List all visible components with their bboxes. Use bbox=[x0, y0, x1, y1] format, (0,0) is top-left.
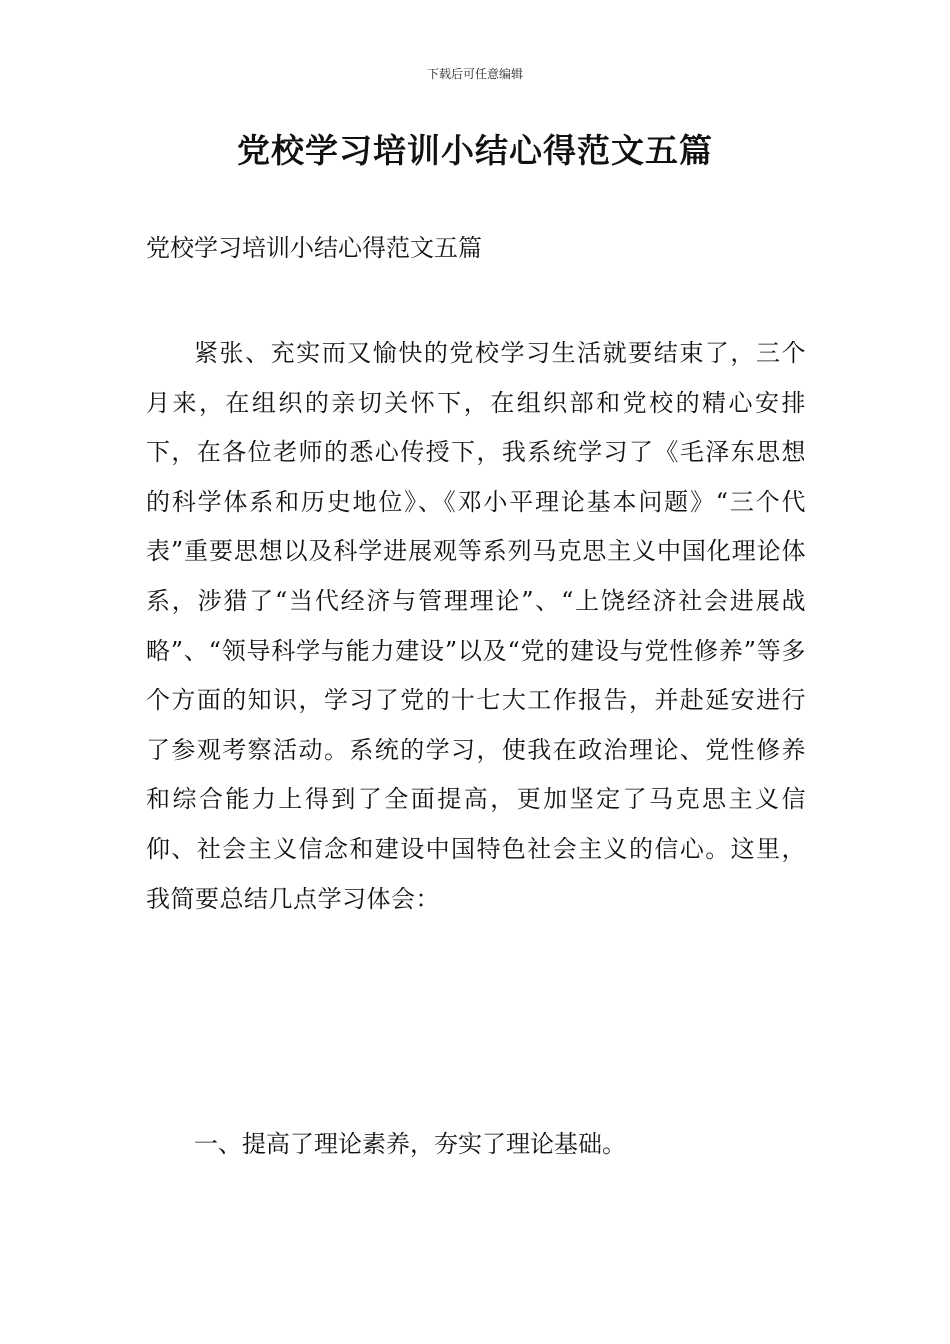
body-paragraph: 紧张、充实而又愉快的党校学习生活就要结束了，三个月来，在组织的亲切关怀下，在组织部和党校的精心安排下，在各位老师的悉心传授下，我系统学习了《毛泽东思想的科学体系和历史地位》、《邓小平理论基本问题》“三个代表”重要思想以及科学进展观等系列马克思主义中国化理论体系，涉猎了“当代经济与管理理论”、“上饶经济社会进展战略”、“领导科学与能力建设”以及“党的建设与党性修养”等多个方面的知识，学习了党的十七大工作报告，并赴延安进行了参观考察活动。系统的学习，使我在政治理论、党性修养和综合能力上得到了全面提高，更加坚定了马克思主义信仰、社会主义信念和建设中国特色社会主义的信心。这里，我简要总结几点学习体会： bbox=[146, 339, 806, 913]
document-title: 党校学习培训小结心得范文五篇 bbox=[237, 131, 713, 170]
document-subtitle: 党校学习培训小结心得范文五篇 bbox=[146, 234, 482, 262]
header-note: 下载后可任意编辑 bbox=[426, 67, 523, 81]
section-heading: 一、提高了理论素养，夯实了理论基础。 bbox=[194, 1130, 626, 1158]
